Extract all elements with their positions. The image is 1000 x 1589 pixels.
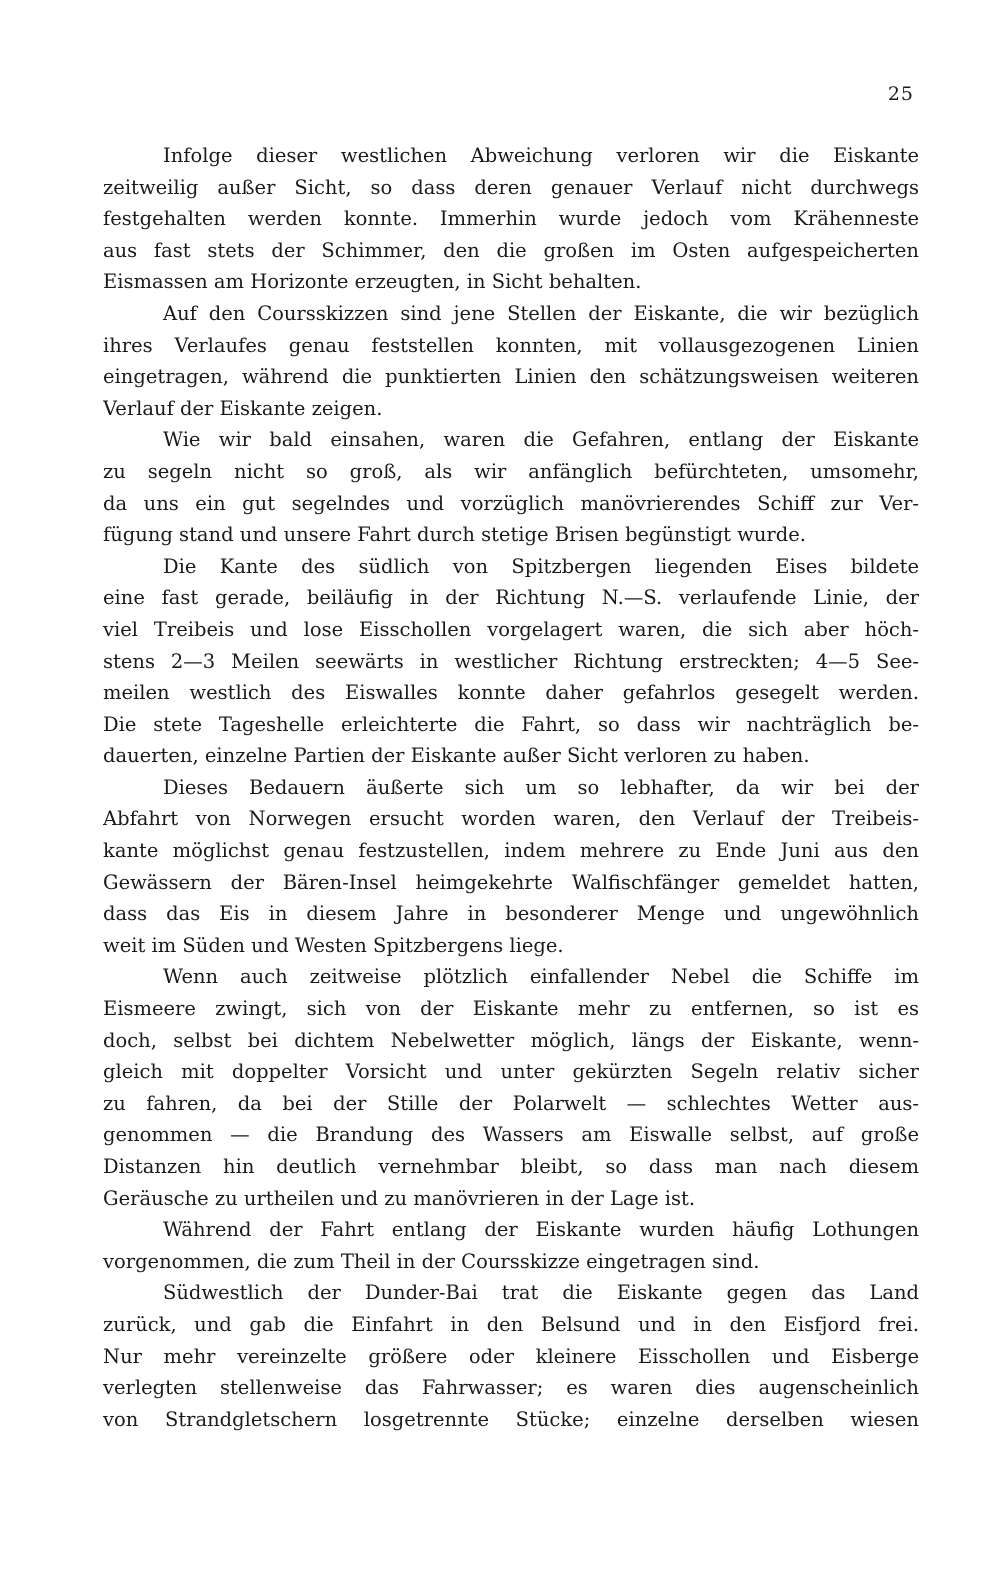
text-line: Wie wir bald einsahen, waren die Gefahren, entlang der Eiskante	[163, 428, 919, 452]
text-line: doch, selbst bei dichtem Nebelwetter möglich, längs der Eiskante, wenn-	[103, 1028, 919, 1052]
text-line: Abfahrt von Norwegen ersucht worden waren, den Verlauf der Treibeis-	[103, 807, 919, 831]
text-line: Gewässern der Bären-Insel heimgekehrte Walfischfänger gemeldet hatten,	[103, 870, 919, 894]
text-line: gleich mit doppelter Vorsicht und unter gekürzten Segeln relativ sicher	[103, 1060, 919, 1084]
text-line: Verlauf der Eiskante zeigen.	[103, 396, 383, 420]
body-text	[103, 140, 919, 1435]
text-line: eingetragen, während die punktierten Linien den schätzungsweisen weiteren	[103, 365, 919, 389]
page-number: 25	[887, 83, 914, 105]
text-line: Während der Fahrt entlang der Eiskante wurden häufig Lothungen	[163, 1218, 919, 1242]
text-line: Geräusche zu urtheilen und zu manövrieren in der Lage ist.	[103, 1186, 696, 1210]
text-line: Distanzen hin deutlich vernehmbar bleibt, so dass man nach diesem	[103, 1155, 919, 1178]
text-line: Südwestlich der Dunder-Bai trat die Eiskante gegen das Land	[163, 1281, 919, 1305]
text-line: genommen — die Brandung des Wassers am Eiswalle selbst, auf große	[103, 1123, 919, 1147]
text-line: von Strandgletschern losgetrennte Stücke; einzelne derselben wiesen	[103, 1407, 919, 1431]
text-line: zu fahren, da bei der Stille der Polarwelt — schlechtes Wetter aus-	[103, 1091, 919, 1115]
text-line: festgehalten werden konnte. Immerhin wurde jedoch vom Krähenneste	[103, 207, 919, 231]
text-line: verlegten stellenweise das Fahrwasser; es waren dies augenscheinlich	[103, 1376, 919, 1400]
text-line: zeitweilig außer Sicht, so dass deren genauer Verlauf nicht durchwegs	[103, 175, 919, 199]
text-line: Eismeere zwingt, sich von der Eiskante mehr zu entfernen, so ist es	[103, 997, 919, 1021]
text-line: Eismassen am Horizonte erzeugten, in Sicht behalten.	[103, 270, 642, 294]
text-line: viel Treibeis und lose Eisschollen vorgelagert waren, die sich aber höch-	[103, 617, 919, 641]
text-line: fügung stand und unsere Fahrt durch stetige Brisen begünstigt wurde.	[103, 523, 806, 547]
text-line: stens 2—3 Meilen seewärts in westlicher Richtung erstreckten; 4—5 See-	[103, 649, 919, 673]
text-line: vorgenommen, die zum Theil in der Coursskizze eingetragen sind.	[103, 1249, 760, 1273]
text-line: eine fast gerade, beiläufig in der Richtung N.—S. verlaufende Linie, der	[103, 586, 919, 610]
text-line: kante möglichst genau festzustellen, indem mehrere zu Ende Juni aus den	[103, 839, 919, 863]
text-line: aus fast stets der Schimmer, den die großen im Osten aufgespeicherten	[103, 238, 919, 262]
text-line: meilen westlich des Eiswalles konnte daher gefahrlos gesegelt werden.	[103, 681, 919, 705]
text-line: Auf den Coursskizzen sind jene Stellen der Eiskante, die wir bezüglich	[163, 301, 919, 325]
text-line: Die Kante des südlich von Spitzbergen liegenden Eises bildete	[163, 554, 919, 578]
text-line: zu segeln nicht so groß, als wir anfänglich befürchteten, umsomehr,	[103, 459, 919, 483]
text-line: da uns ein gut segelndes und vorzüglich manövrierendes Schiff zur Ver-	[103, 491, 919, 515]
text-line: weit im Süden und Westen Spitzbergens liege.	[103, 933, 564, 957]
text-line: zurück, und gab die Einfahrt in den Belsund und in den Eisfjord frei.	[103, 1312, 919, 1336]
text-line: ihres Verlaufes genau feststellen konnten, mit vollausgezogenen Linien	[103, 333, 919, 357]
text-line: dass das Eis in diesem Jahre in besonderer Menge und ungewöhnlich	[103, 902, 919, 926]
text-line: Wenn auch zeitweise plötzlich einfallender Nebel die Schiffe im	[163, 965, 919, 989]
text-line: Infolge dieser westlichen Abweichung verloren wir die Eiskante	[163, 144, 919, 167]
text-line: Nur mehr vereinzelte größere oder kleinere Eisschollen und Eisberge	[103, 1344, 919, 1368]
text-line: Dieses Bedauern äußerte sich um so lebhafter, da wir bei der	[163, 775, 919, 799]
text-line: Die stete Tageshelle erleichterte die Fahrt, so dass wir nachträglich be-	[103, 712, 919, 736]
text-line: dauerten, einzelne Partien der Eiskante außer Sicht verloren zu haben.	[103, 744, 810, 768]
